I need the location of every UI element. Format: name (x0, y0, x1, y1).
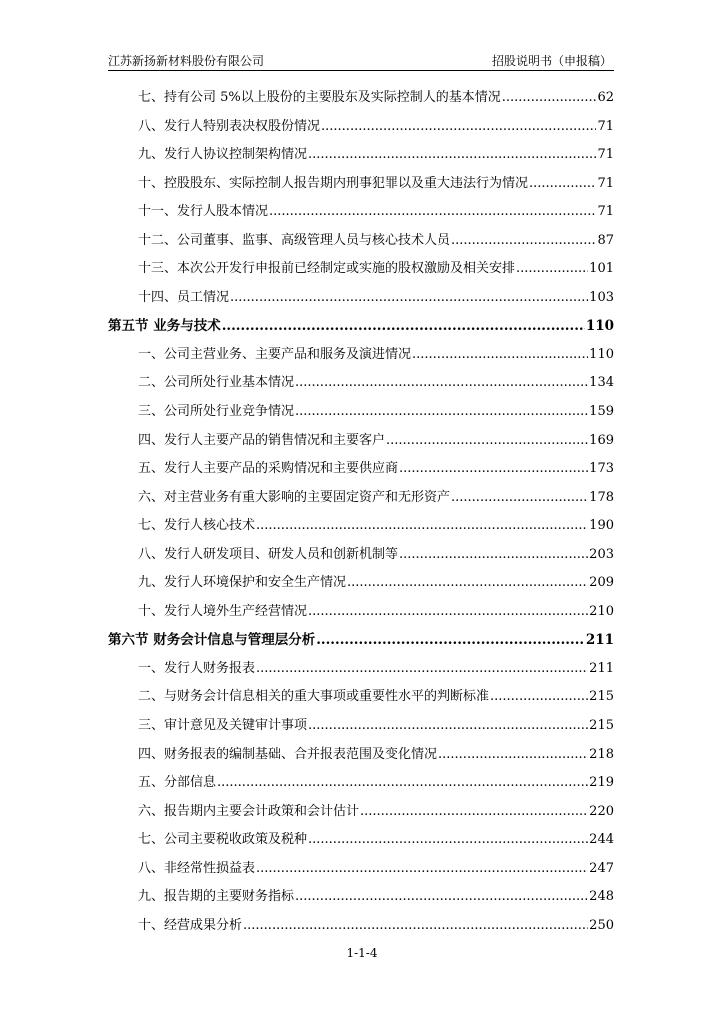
toc-entry-page: 71 (597, 175, 614, 191)
toc-entry-page: 244 (589, 832, 614, 848)
toc-entry-page: 110 (589, 346, 614, 362)
toc-dot-leader (316, 628, 585, 652)
toc-entry-title: 九、发行人协议控制架构情况 (138, 147, 308, 163)
toc-entry[interactable] (108, 457, 614, 486)
toc-entry[interactable] (108, 143, 614, 172)
toc-entry-title: 二、与财务会计信息相关的重大事项或重要性水平的判断标准 (138, 689, 490, 705)
toc-entry[interactable] (108, 115, 614, 144)
toc-entry-title: 十四、员工情况 (138, 289, 230, 305)
toc-dot-leader (490, 685, 588, 709)
toc-entry[interactable] (108, 286, 614, 315)
toc-dot-leader (399, 457, 588, 481)
toc-entry-title: 十三、本次公开发行申报前已经制定或实施的股权激励及相关安排 (138, 261, 516, 277)
toc-entry-title: 八、发行人特别表决权股份情况 (138, 118, 321, 134)
toc-entry-page: 250 (589, 917, 614, 933)
toc-entry-title: 三、审计意见及关键审计事项 (138, 718, 308, 734)
toc-entry-title: 六、对主营业务有重大影响的主要固定资产和无形资产 (138, 489, 451, 505)
toc-entry-title: 十、经营成果分析 (138, 917, 243, 933)
toc-entry-page: 215 (589, 689, 614, 705)
toc-entry-page: 159 (589, 404, 614, 420)
toc-entry-page: 71 (597, 118, 614, 134)
toc-entry[interactable] (108, 429, 614, 458)
toc-entry-page: 211 (585, 632, 614, 649)
toc-entry-page: 71 (597, 147, 614, 163)
toc-entry-title: 七、持有公司 5%以上股份的主要股东及实际控制人的基本情况 (138, 90, 501, 105)
toc-entry-page: 210 (589, 603, 614, 619)
toc-entry[interactable] (108, 200, 614, 229)
toc-entry[interactable] (108, 657, 614, 686)
toc-entry-page: 103 (589, 289, 614, 305)
toc-entry-page: 101 (589, 261, 614, 277)
toc-dot-leader (529, 172, 596, 196)
toc-entry[interactable] (108, 257, 614, 286)
toc-entry-title: 四、财务报表的编制基础、合并报表范围及变化情况 (138, 746, 438, 762)
page-header (108, 50, 614, 71)
toc-entry-title: 十、控股股东、实际控制人报告期内刑事犯罪以及重大违法行为情况 (138, 175, 529, 191)
toc-entry-title: 第六节 财务会计信息与管理层分析 (108, 632, 316, 649)
toc-dot-leader (295, 885, 588, 909)
table-of-contents (108, 86, 614, 942)
toc-entry[interactable] (108, 771, 614, 800)
toc-entry-title: 二、公司所处行业基本情况 (138, 375, 295, 391)
toc-entry[interactable] (108, 714, 614, 743)
toc-dot-leader (516, 257, 588, 281)
toc-entry[interactable] (108, 543, 614, 572)
toc-entry-title: 八、非经常性损益表 (138, 860, 256, 876)
toc-entry[interactable] (108, 486, 614, 515)
toc-entry-page: 134 (589, 375, 614, 391)
toc-dot-leader (217, 771, 588, 795)
toc-dot-leader (295, 371, 588, 395)
toc-dot-leader (360, 800, 588, 824)
toc-entry-title: 十二、公司董事、监事、高级管理人员与核心技术人员 (138, 232, 451, 248)
toc-dot-leader (386, 429, 588, 453)
toc-entry-page: 248 (589, 889, 614, 905)
toc-entry-title: 七、发行人核心技术 (138, 518, 256, 534)
toc-entry-title: 十一、发行人股本情况 (138, 204, 269, 220)
toc-entry-title: 九、报告期的主要财务指标 (138, 889, 295, 905)
toc-section-entry[interactable] (108, 314, 614, 343)
toc-entry-page: 169 (589, 432, 614, 448)
header-company-name: 江苏新扬新材料股份有限公司 (108, 54, 265, 68)
toc-entry[interactable] (108, 914, 614, 943)
toc-entry-page: 87 (597, 232, 614, 248)
toc-entry[interactable] (108, 828, 614, 857)
header-document-type: 招股说明书（申报稿） (491, 54, 612, 68)
toc-entry-page: 62 (597, 90, 614, 105)
toc-dot-leader (308, 600, 588, 624)
toc-entry-page: 220 (589, 803, 614, 819)
toc-entry-page: 190 (589, 518, 614, 534)
toc-dot-leader (243, 914, 588, 938)
toc-entry[interactable] (108, 600, 614, 629)
toc-entry-page: 211 (589, 660, 614, 676)
toc-entry-page: 173 (589, 461, 614, 477)
toc-entry-page: 215 (589, 718, 614, 734)
toc-entry-title: 一、公司主营业务、主要产品和服务及演进情况 (138, 346, 412, 362)
toc-entry[interactable] (108, 400, 614, 429)
toc-dot-leader (438, 743, 588, 767)
toc-dot-leader (256, 514, 588, 538)
toc-entry[interactable] (108, 685, 614, 714)
toc-entry-title: 五、分部信息 (138, 775, 217, 791)
toc-entry-page: 219 (589, 775, 614, 791)
toc-entry-title: 四、发行人主要产品的销售情况和主要客户 (138, 432, 386, 448)
toc-dot-leader (222, 314, 585, 338)
toc-entry-title: 一、发行人财务报表 (138, 660, 256, 676)
toc-entry[interactable] (108, 343, 614, 372)
toc-entry[interactable] (108, 857, 614, 886)
page-number: 1-1-4 (346, 946, 378, 960)
toc-entry-page: 203 (589, 546, 614, 562)
toc-dot-leader (502, 86, 597, 110)
toc-entry-title: 第五节 业务与技术 (108, 318, 221, 335)
toc-dot-leader (399, 543, 588, 567)
toc-dot-leader (230, 286, 588, 310)
toc-entry-title: 五、发行人主要产品的采购情况和主要供应商 (138, 461, 399, 477)
toc-entry-page: 247 (589, 860, 614, 876)
toc-entry[interactable] (108, 800, 614, 829)
toc-entry-title: 八、发行人研发项目、研发人员和创新机制等 (138, 546, 399, 562)
toc-entry-title: 七、公司主要税收政策及税种 (138, 832, 308, 848)
toc-entry[interactable] (108, 743, 614, 772)
toc-dot-leader (269, 200, 596, 224)
toc-entry-title: 九、发行人环境保护和安全生产情况 (138, 575, 347, 591)
toc-entry[interactable] (108, 571, 614, 600)
toc-entry-title: 六、报告期内主要会计政策和会计估计 (138, 803, 360, 819)
toc-dot-leader (321, 115, 596, 139)
toc-entry-title: 三、公司所处行业竞争情况 (138, 404, 295, 420)
toc-dot-leader (412, 343, 588, 367)
toc-dot-leader (308, 714, 588, 738)
toc-dot-leader (256, 857, 588, 881)
toc-section-entry[interactable] (108, 628, 614, 657)
toc-entry-page: 71 (597, 204, 614, 220)
toc-entry-page: 209 (589, 575, 614, 591)
toc-dot-leader (308, 143, 596, 167)
toc-entry[interactable] (108, 172, 614, 201)
toc-entry-page: 218 (589, 746, 614, 762)
toc-dot-leader (451, 486, 588, 510)
toc-dot-leader (308, 828, 588, 852)
toc-dot-leader (451, 229, 596, 253)
toc-entry[interactable] (108, 514, 614, 543)
toc-entry-page: 110 (585, 318, 614, 335)
toc-entry[interactable] (108, 371, 614, 400)
toc-entry[interactable] (108, 86, 614, 115)
toc-dot-leader (347, 571, 588, 595)
toc-dot-leader (295, 400, 588, 424)
toc-dot-leader (256, 657, 588, 681)
toc-entry-title: 十、发行人境外生产经营情况 (138, 603, 308, 619)
toc-entry[interactable] (108, 885, 614, 914)
toc-entry[interactable] (108, 229, 614, 258)
toc-entry-page: 178 (589, 489, 614, 505)
